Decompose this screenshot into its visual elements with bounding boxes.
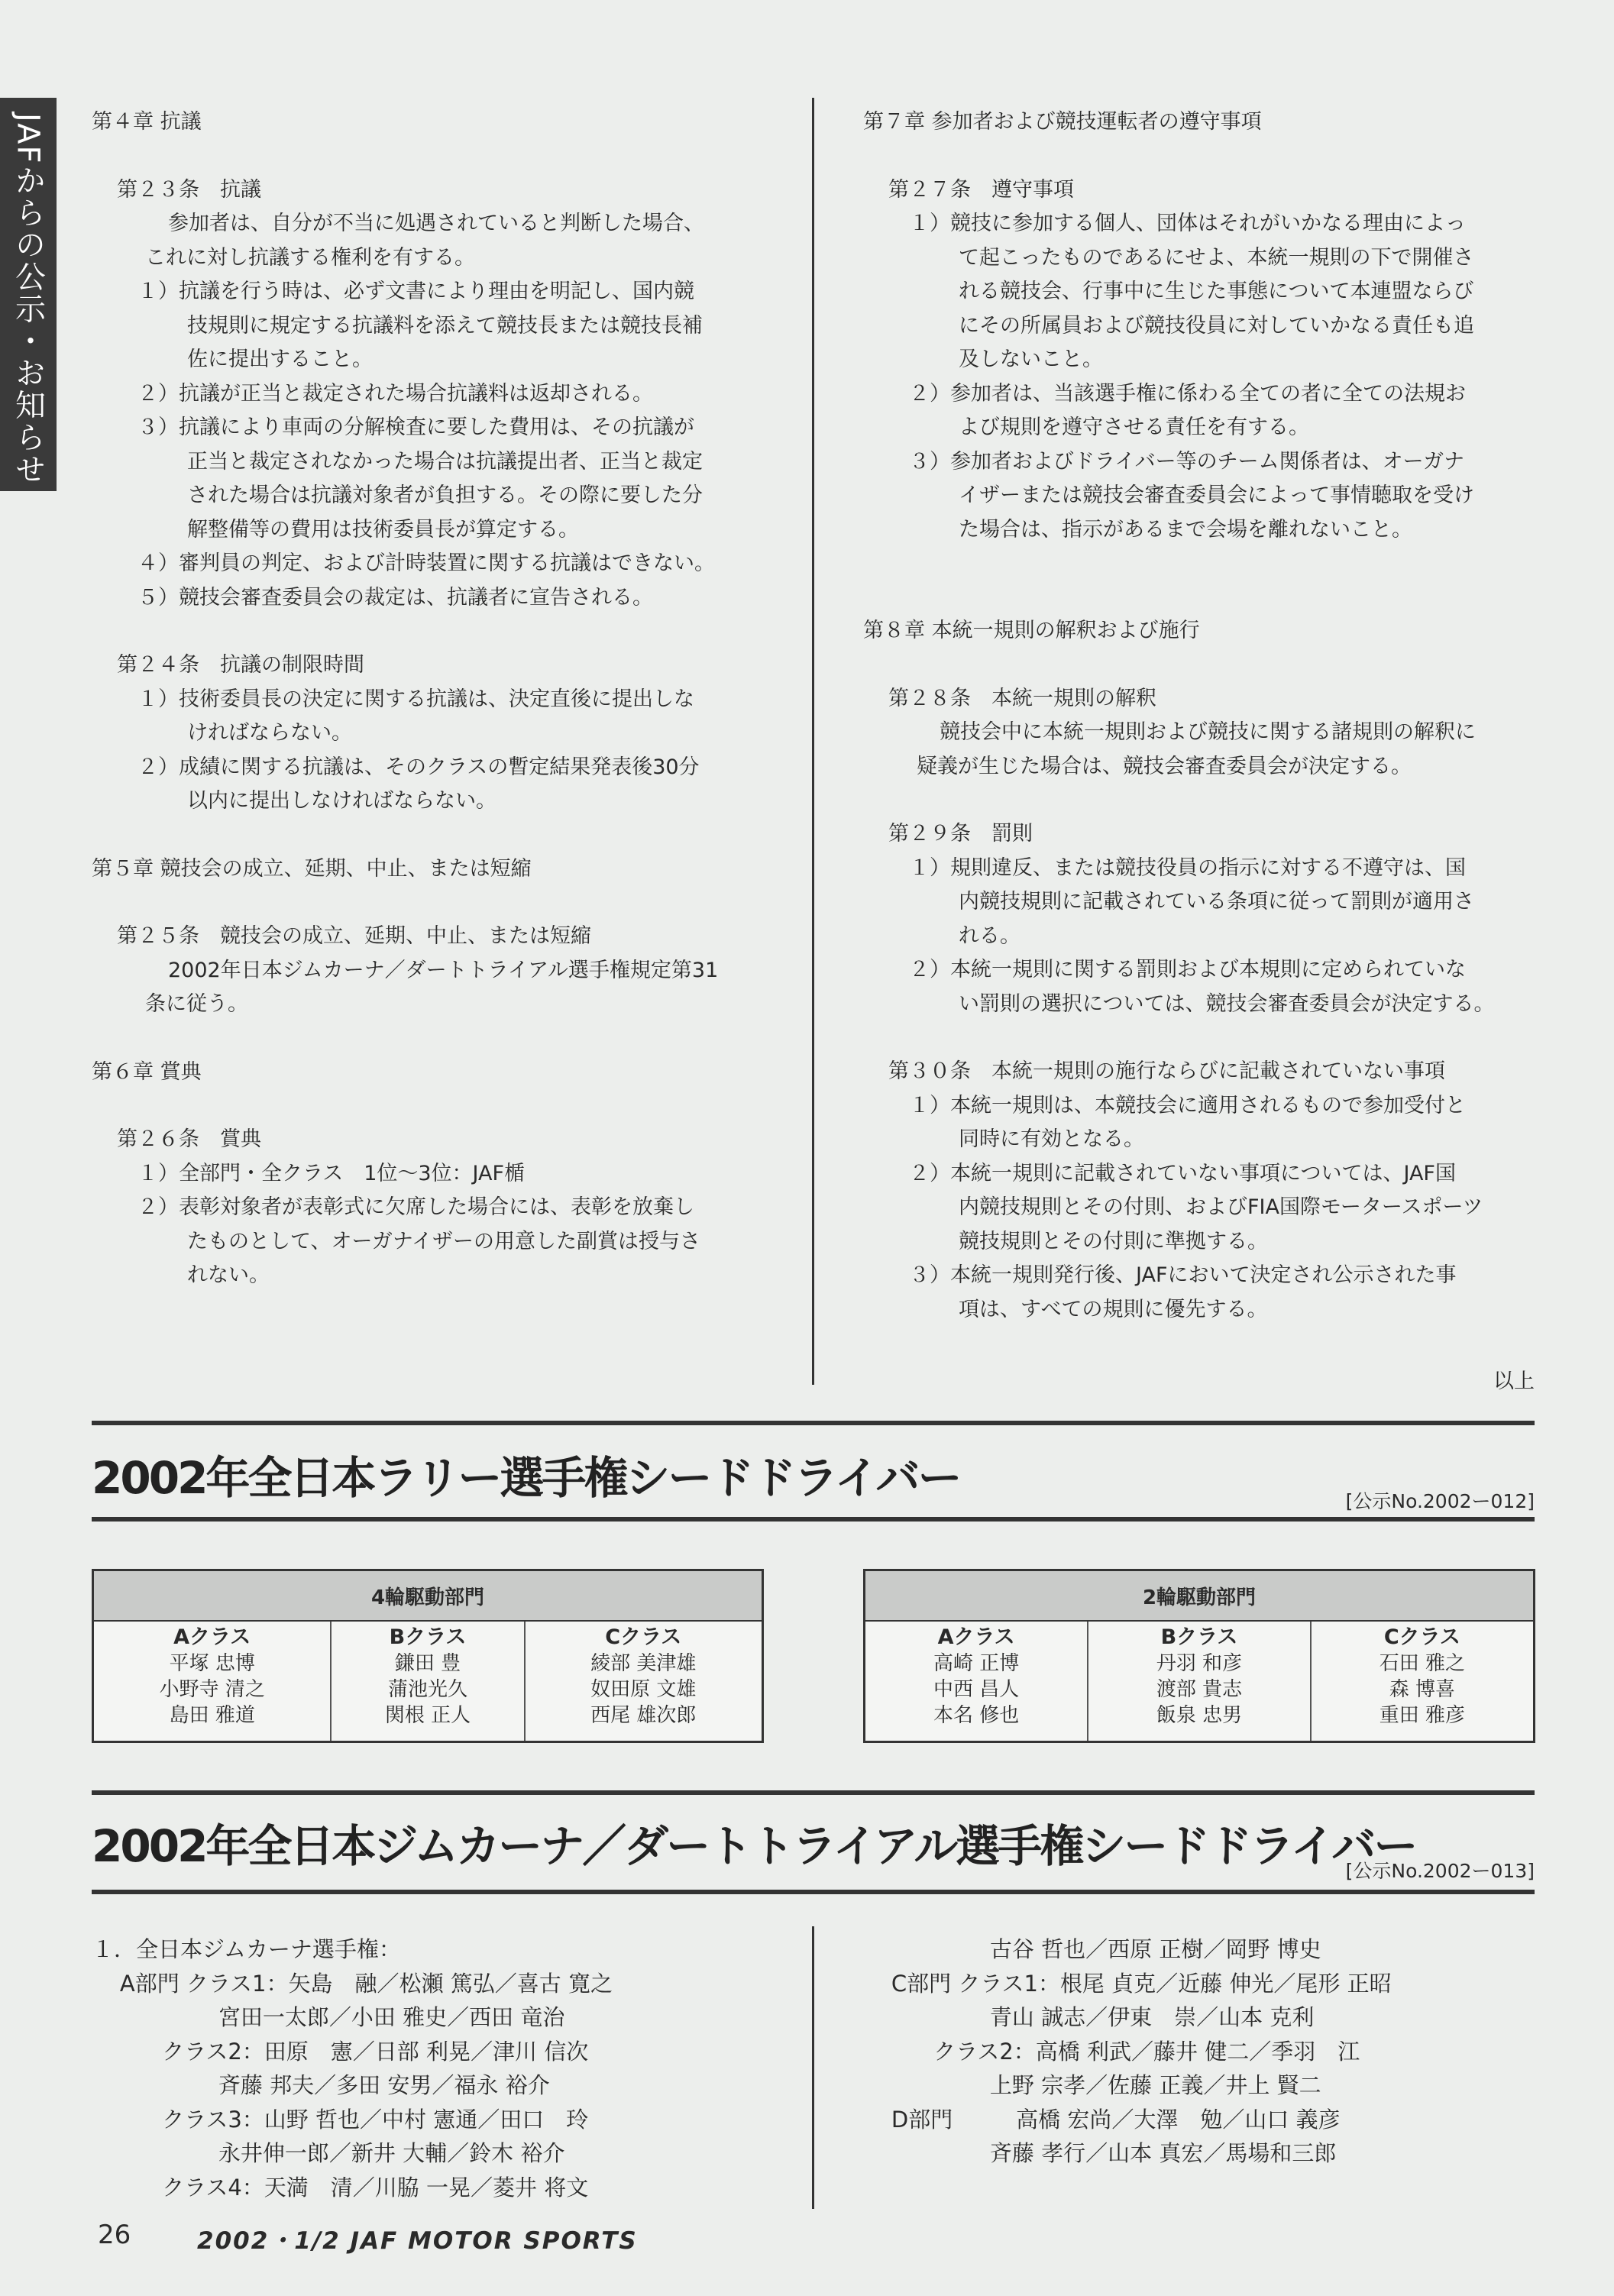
article-heading: 第２６条 賞典 xyxy=(117,1127,261,1151)
body-line: ２）本統一規則に記載されていない事項については、JAF国 xyxy=(909,1161,1456,1185)
class-cell xyxy=(93,1621,332,1742)
driver-list-line: C部門 クラス1：根尾 貞克／近藤 伸光／尾形 正昭 xyxy=(863,1970,1392,1997)
body-line: これに対し抗議する権利を有する。 xyxy=(145,245,475,270)
article-heading: 第３０条 本統一規則の施行ならびに記載されていない事項 xyxy=(888,1059,1445,1083)
body-line: い罰則の選択については、競技会審査委員会が決定する。 xyxy=(959,991,1495,1016)
body-line: イザーまたは競技会審査委員会によって事情聴取を受け xyxy=(959,483,1474,507)
body-line: ２）抗議が正当と裁定された場合抗議料は返却される。 xyxy=(137,381,653,406)
article-heading: 第２４条 抗議の制限時間 xyxy=(117,653,364,677)
article-heading: 第２７条 遵守事項 xyxy=(888,177,1074,202)
driver-name: 蒲池光久 xyxy=(387,1678,467,1701)
body-line: 競技規則とその付則に準拠する。 xyxy=(959,1229,1268,1253)
driver-list-line: 宮田一太郎／小田 雅史／西田 竜治 xyxy=(92,2004,565,2030)
column-divider xyxy=(812,98,814,1385)
rally-notice-number: [公示No.2002ー012] xyxy=(1345,1490,1535,1512)
body-line: 参加者は、自分が不当に処遇されていると判断した場合、 xyxy=(168,212,704,235)
driver-list-line: クラス3：山野 哲也／中村 憲通／田口 玲 xyxy=(92,2106,589,2133)
gymkhana-list-left xyxy=(92,1932,613,2204)
class-name: Aクラス xyxy=(937,1625,1015,1649)
body-line: 項は、すべての規則に優先する。 xyxy=(959,1297,1268,1321)
body-line: 内競技規則に記載されている条項に従って罰則が適用さ xyxy=(959,890,1474,914)
gymkhana-seed-title: 2002年全日本ジムカーナ／ダートトライアル選手権シードドライバー xyxy=(92,1820,1416,1872)
spacer xyxy=(863,1021,1535,1055)
body-line: れる競技会、行事中に生じた事態について本連盟ならび xyxy=(959,280,1474,303)
body-line: て起こったものであるにせよ、本統一規則の下で開催さ xyxy=(959,245,1474,270)
class-name: Cクラス xyxy=(1383,1625,1460,1649)
body-line: １）競技に参加する個人、団体はそれがいかなる理由によっ xyxy=(909,212,1466,235)
body-line: れない。 xyxy=(187,1263,270,1287)
chapter-heading: 第６章 賞典 xyxy=(92,1059,202,1084)
body-line: １）規則違反、または競技役員の指示に対する不遵守は、国 xyxy=(909,855,1466,880)
driver-name: 重田 雅彦 xyxy=(1379,1704,1465,1727)
driver-list-line: 青山 誠志／伊東 崇／山本 克利 xyxy=(863,2004,1315,2030)
body-line: １）本統一規則は、本競技会に適用されるもので参加受付と xyxy=(909,1093,1466,1117)
body-line: ２）本統一規則に関する罰則および本規則に定められていな xyxy=(909,958,1466,981)
body-line: ４）審判員の判定、および計時装置に関する抗議はできない。 xyxy=(137,551,715,575)
rally-seed-title: 2002年全日本ラリー選手権シードドライバー xyxy=(92,1452,960,1504)
spacer xyxy=(92,140,764,173)
table-header: 4輪駆動部門 xyxy=(93,1570,763,1622)
class-cell xyxy=(865,1621,1088,1742)
body-line: ければならない。 xyxy=(187,721,352,745)
body-line: 佐に提出すること。 xyxy=(187,348,373,371)
article-heading: 第２３条 抗議 xyxy=(117,177,261,202)
body-line: れる。 xyxy=(959,923,1020,948)
driver-name: 飯泉 忠男 xyxy=(1156,1704,1243,1727)
body-line: 条に従う。 xyxy=(145,992,248,1016)
driver-list-line: 斉藤 邦夫／多田 安男／福永 裕介 xyxy=(92,2072,550,2098)
body-line: 競技会中に本統一規則および競技に関する諸規則の解釈に xyxy=(940,720,1476,744)
article-heading: 第２８条 本統一規則の解釈 xyxy=(888,686,1156,710)
spacer xyxy=(863,547,1535,614)
body-line: よび規則を遵守させる責任を有する。 xyxy=(959,416,1309,439)
spacer xyxy=(92,1089,764,1123)
article-heading: 第２９条 罰則 xyxy=(888,822,1033,846)
body-line: ２）表彰対象者が表彰式に欠席した場合には、表彰を放棄し xyxy=(137,1195,694,1219)
class-name: Bクラス xyxy=(1160,1625,1238,1649)
article-heading: 第２５条 競技会の成立、延期、中止、または短縮 xyxy=(117,924,591,948)
body-line: ５）競技会審査委員会の裁定は、抗議者に宣告される。 xyxy=(137,585,653,610)
body-line: １）抗議を行う時は、必ず文書により理由を明記し、国内競 xyxy=(137,280,694,303)
rally-4wd-table xyxy=(92,1569,764,1743)
class-name: Aクラス xyxy=(173,1625,251,1649)
driver-list-line: クラス4：天満 清／川脇 一晃／菱井 将文 xyxy=(92,2174,589,2201)
chapter-heading: 第５章 競技会の成立、延期、中止、または短縮 xyxy=(92,856,532,881)
driver-list-line: D部門 高橋 宏尚／大澤 勉／山口 義彦 xyxy=(863,2106,1341,2133)
driver-name: 本名 修也 xyxy=(933,1704,1020,1727)
rally-2wd-table xyxy=(863,1569,1535,1743)
body-line: １）技術委員長の決定に関する抗議は、決定直後に提出しな xyxy=(137,687,694,711)
driver-name: 森 博喜 xyxy=(1389,1678,1455,1701)
driver-name: 中西 昌人 xyxy=(933,1678,1020,1701)
driver-list-line: 斉藤 孝行／山本 真宏／馬場和三郎 xyxy=(863,2140,1337,2166)
body-line: た場合は、指示があるまで会場を離れないこと。 xyxy=(959,517,1412,542)
column-divider xyxy=(812,1926,814,2209)
table-header: 2輪駆動部門 xyxy=(865,1570,1535,1622)
rule-line xyxy=(92,1890,1535,1894)
chapter-heading: 第７章 参加者および競技運転者の遵守事項 xyxy=(863,110,1262,134)
spacer xyxy=(92,886,764,920)
driver-list-line: クラス2：田原 憲／日部 利晃／津川 信次 xyxy=(92,2038,589,2065)
driver-name: 平塚 忠博 xyxy=(169,1652,255,1675)
body-line: 以内に提出しなければならない。 xyxy=(187,789,496,813)
body-line: された場合は抗議対象者が負担する。その際に要した分 xyxy=(187,483,703,507)
body-line: １）全部門・全クラス 1位～3位：JAF楯 xyxy=(137,1161,526,1185)
rule-line xyxy=(92,1517,1535,1522)
body-line: 2002年日本ジムカーナ／ダートトライアル選手権規定第31 xyxy=(168,958,719,982)
driver-list-line: 古谷 哲也／西原 正樹／岡野 博史 xyxy=(863,1936,1321,1962)
driver-name: 丹羽 和彦 xyxy=(1156,1652,1243,1675)
driver-list-line: 上野 宗孝／佐藤 正義／井上 賢二 xyxy=(863,2072,1321,2098)
body-line: たものとして、オーガナイザーの用意した副賞は授与さ xyxy=(187,1229,701,1253)
driver-name: 鎌田 豊 xyxy=(394,1652,461,1675)
driver-list-line: 永井伸一郎／新井 大輔／鈴木 裕介 xyxy=(92,2140,565,2166)
chapter-heading: 第４章 抗議 xyxy=(92,110,202,134)
body-line: ２）参加者は、当該選手権に係わる全ての者に全ての法規お xyxy=(909,381,1466,406)
right-column-rules xyxy=(863,105,1535,1327)
driver-name: 渡部 貴志 xyxy=(1156,1678,1243,1701)
driver-name: 高崎 正博 xyxy=(933,1652,1020,1675)
body-line: ２）成績に関する抗議は、そのクラスの暫定結果発表後30分 xyxy=(137,755,700,779)
closing-mark: 以上 xyxy=(1493,1370,1535,1393)
spacer xyxy=(863,784,1535,817)
body-line: にその所属員および競技役員に対していかなる責任も追 xyxy=(959,313,1474,338)
class-name: Cクラス xyxy=(605,1625,682,1649)
gymkhana-list-right xyxy=(863,1932,1392,2171)
body-line: 及しないこと。 xyxy=(959,348,1103,371)
driver-name: 関根 正人 xyxy=(384,1704,471,1727)
class-cell xyxy=(1311,1621,1535,1742)
driver-list-line: １．全日本ジムカーナ選手権： xyxy=(92,1936,401,1962)
class-cell xyxy=(525,1621,763,1742)
spacer xyxy=(92,615,764,648)
spacer xyxy=(92,1022,764,1056)
spacer xyxy=(92,819,764,852)
section-tab: JAFからの公示・お知らせ xyxy=(0,98,57,491)
gymkhana-notice-number: [公示No.2002ー013] xyxy=(1345,1860,1535,1882)
driver-name: 西尾 雄次郎 xyxy=(590,1704,697,1727)
driver-name: 綾部 美津雄 xyxy=(590,1652,697,1675)
spacer xyxy=(863,648,1535,682)
spacer xyxy=(863,140,1535,173)
magazine-title: 2002・1/2 JAF MOTOR SPORTS xyxy=(197,2227,638,2255)
rule-line xyxy=(92,1790,1535,1795)
body-line: 内競技規則とその付則、およびFIA国際モータースポーツ xyxy=(959,1195,1483,1219)
driver-name: 小野寺 清之 xyxy=(159,1678,265,1701)
driver-list-line: クラス2：高橋 利武／藤井 健二／季羽 江 xyxy=(863,2038,1360,2065)
body-line: 技規則に規定する抗議料を添えて競技長または競技長補 xyxy=(187,313,703,338)
body-line: ３）抗議により車両の分解検査に要した費用は、その抗議が xyxy=(137,416,694,439)
driver-name: 石田 雅之 xyxy=(1379,1652,1465,1675)
class-name: Bクラス xyxy=(389,1625,467,1649)
body-line: 疑義が生じた場合は、競技会審査委員会が決定する。 xyxy=(917,754,1412,778)
body-line: 解整備等の費用は技術委員長が算定する。 xyxy=(187,517,579,542)
rule-line xyxy=(92,1421,1535,1425)
chapter-heading: 第８章 本統一規則の解釈および施行 xyxy=(863,619,1200,642)
page-number: 26 xyxy=(98,2220,131,2250)
body-line: ３）参加者およびドライバー等のチーム関係者は、オーガナ xyxy=(909,449,1465,474)
driver-name: 島田 雅道 xyxy=(169,1704,255,1727)
driver-name: 奴田原 文雄 xyxy=(590,1678,697,1701)
class-cell xyxy=(1088,1621,1310,1742)
body-line: 同時に有効となる。 xyxy=(959,1127,1144,1151)
driver-list-line: A部門 クラス1：矢島 融／松瀬 篤弘／喜古 寛之 xyxy=(92,1970,613,1997)
body-line: ３）本統一規則発行後、JAFにおいて決定され公示された事 xyxy=(909,1263,1457,1287)
left-column-rules xyxy=(92,105,764,1293)
class-cell xyxy=(331,1621,524,1742)
body-line: 正当と裁定されなかった場合は抗議提出者、正当と裁定 xyxy=(187,449,703,474)
